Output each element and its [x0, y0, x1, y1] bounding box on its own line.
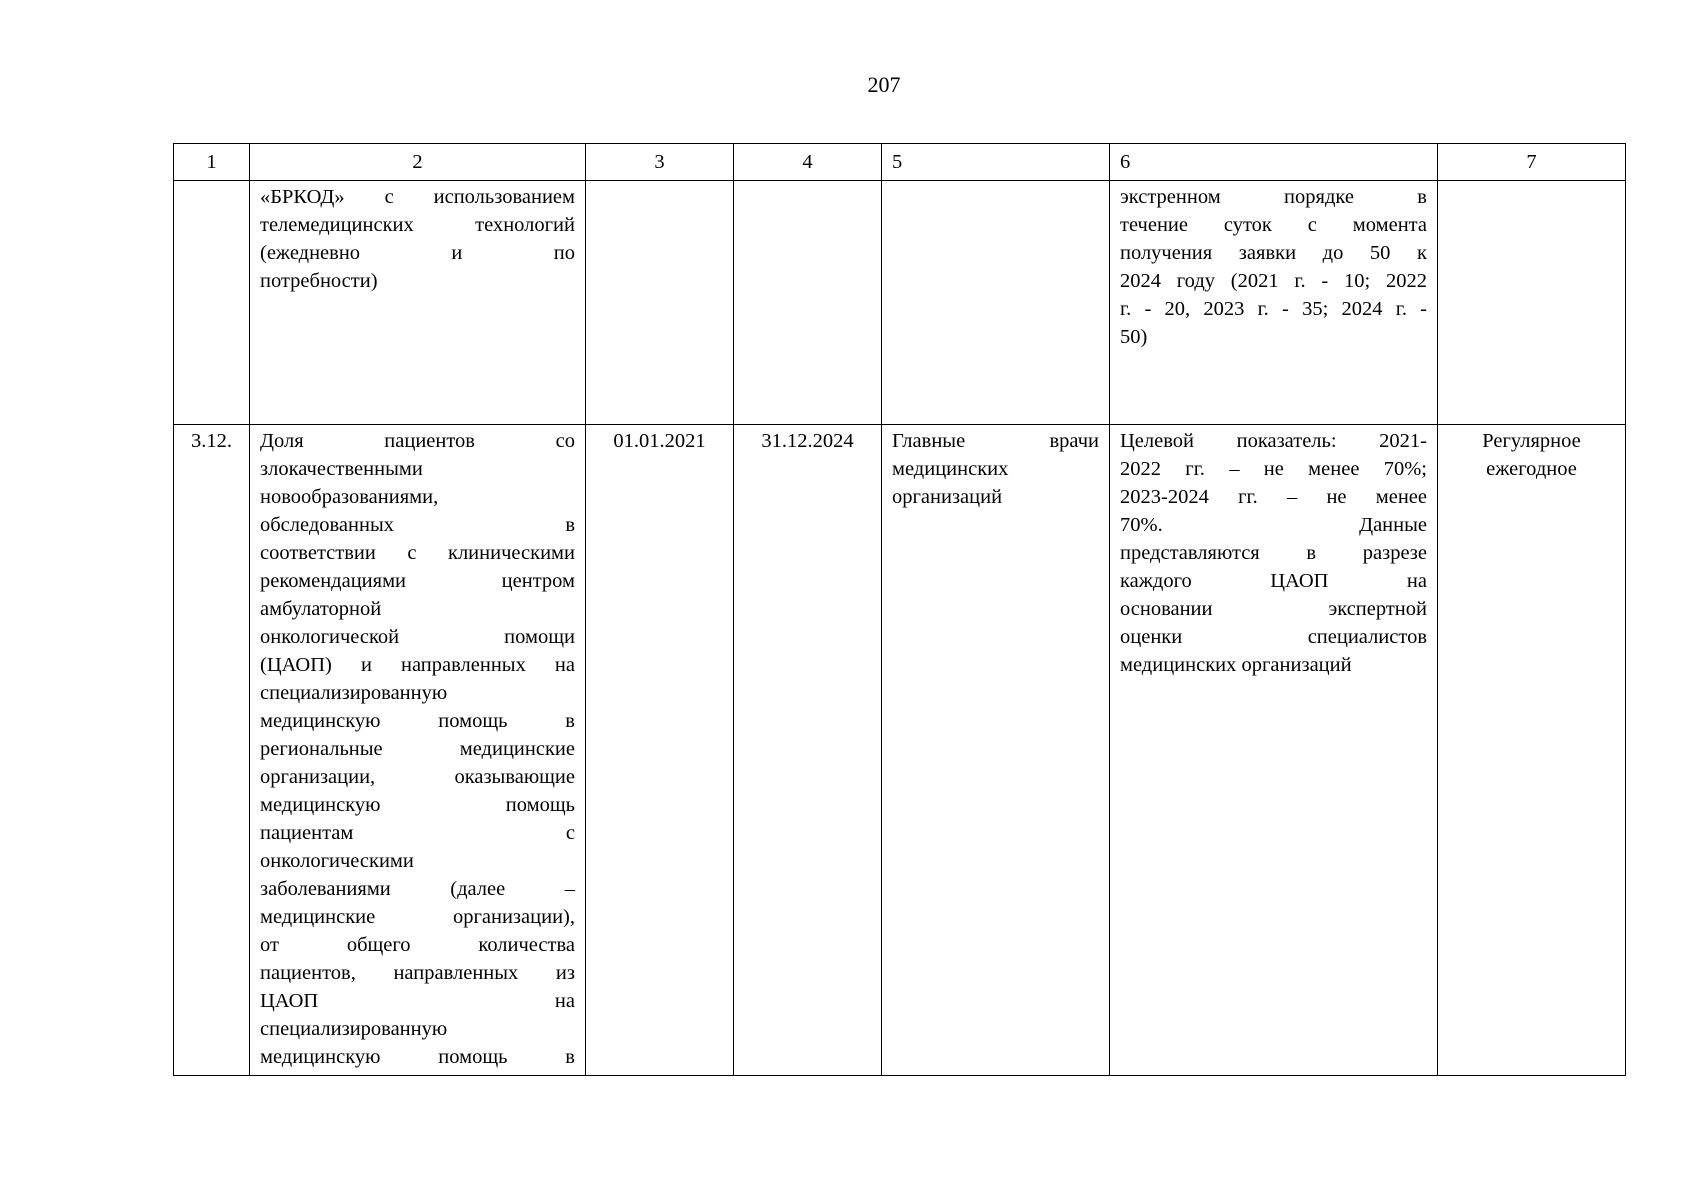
header-col-6: 6	[1110, 144, 1438, 181]
description-line: обследованных в	[260, 514, 575, 536]
description-line: новообразованиями,	[260, 486, 439, 508]
description-line: региональные медицинские	[260, 738, 575, 760]
cont-description-line: телемедицинских технологий	[260, 214, 575, 236]
header-col-5: 5	[882, 144, 1110, 181]
description-line: организации, оказывающие	[260, 766, 575, 788]
end-date-cell: 31.12.2024	[734, 425, 882, 1076]
periodicity-line: Регулярное	[1482, 430, 1581, 452]
description-line: Доля пациентов со	[260, 430, 575, 452]
description-line: специализированную	[260, 1018, 448, 1040]
cont-col4-cell	[734, 181, 882, 425]
description-line: пациентам с	[260, 822, 575, 844]
table-row-3-12	[174, 425, 1626, 1076]
cont-indicator-line: получения заявки до 50 к	[1120, 242, 1427, 264]
cont-col1-cell	[174, 181, 250, 425]
cont-indicator-line: течение суток с момента	[1120, 214, 1427, 236]
description-line: медицинскую помощь	[260, 794, 575, 816]
description-line: заболеваниями (далее –	[260, 878, 575, 900]
cont-description-line: «БРКОД» с использованием	[260, 186, 575, 208]
indicator-line: 70%. Данные	[1120, 514, 1427, 536]
cont-description-line: потребности)	[260, 270, 378, 292]
description-line: амбулаторной	[260, 598, 382, 620]
periodicity-line: ежегодное	[1486, 458, 1577, 480]
table-row-continuation	[174, 181, 1626, 425]
header-col-3: 3	[586, 144, 734, 181]
indicator-line: медицинских организаций	[1120, 654, 1352, 676]
cont-indicator-line: 50)	[1120, 326, 1148, 348]
description-line: медицинскую помощь в	[260, 1046, 575, 1068]
responsible-cell	[882, 425, 1110, 1076]
responsible-line: Главные врачи	[892, 430, 1099, 452]
indicator-line: каждого ЦАОП на	[1120, 570, 1427, 592]
description-line: онкологическими	[260, 850, 414, 872]
description-line: злокачественными	[260, 458, 423, 480]
header-col-7: 7	[1438, 144, 1626, 181]
cont-indicator-cell	[1110, 181, 1438, 425]
cont-indicator-line: 2024 году (2021 г. - 10; 2022	[1120, 270, 1427, 292]
description-line: специализированную	[260, 682, 448, 704]
indicator-line: 2023-2024 гг. – не менее	[1120, 486, 1427, 508]
description-line: от общего количества	[260, 934, 575, 956]
indicator-line: 2022 гг. – не менее 70%;	[1120, 458, 1427, 480]
indicator-line: основании экспертной	[1120, 598, 1427, 620]
cont-col3-cell	[586, 181, 734, 425]
description-line: соответствии с клиническими	[260, 542, 575, 564]
cont-col5-cell	[882, 181, 1110, 425]
start-date-cell: 01.01.2021	[586, 425, 734, 1076]
header-col-2: 2	[250, 144, 586, 181]
header-col-1: 1	[174, 144, 250, 181]
indicator-line: Целевой показатель: 2021-	[1120, 430, 1427, 452]
indicator-cell	[1110, 425, 1438, 1076]
description-line: медицинские организации),	[260, 906, 575, 928]
plan-table	[173, 143, 1626, 1076]
description-line: медицинскую помощь в	[260, 710, 575, 732]
indicator-line: представляются в разрезе	[1120, 542, 1427, 564]
description-line: рекомендациями центром	[260, 570, 575, 592]
indicator-line: оценки специалистов	[1120, 626, 1427, 648]
cont-col7-cell	[1438, 181, 1626, 425]
periodicity-cell	[1438, 425, 1626, 1076]
page-number: 207	[867, 72, 901, 97]
cont-indicator-line: г. - 20, 2023 г. - 35; 2024 г. -	[1120, 298, 1427, 320]
description-line: пациентов, направленных из	[260, 962, 575, 984]
cont-description-line: (ежедневно и по	[260, 242, 575, 264]
header-col-4: 4	[734, 144, 882, 181]
cont-indicator-line: экстренном порядке в	[1120, 186, 1427, 208]
responsible-line: медицинских	[892, 458, 1009, 480]
description-line: (ЦАОП) и направленных на	[260, 654, 575, 676]
row-number-cell: 3.12.	[174, 425, 250, 1076]
responsible-line: организаций	[892, 486, 1003, 508]
cont-description-cell	[250, 181, 586, 425]
description-cell	[250, 425, 586, 1076]
description-line: онкологической помощи	[260, 626, 575, 648]
description-line: ЦАОП на	[260, 990, 575, 1012]
table-header-row	[174, 144, 1626, 181]
